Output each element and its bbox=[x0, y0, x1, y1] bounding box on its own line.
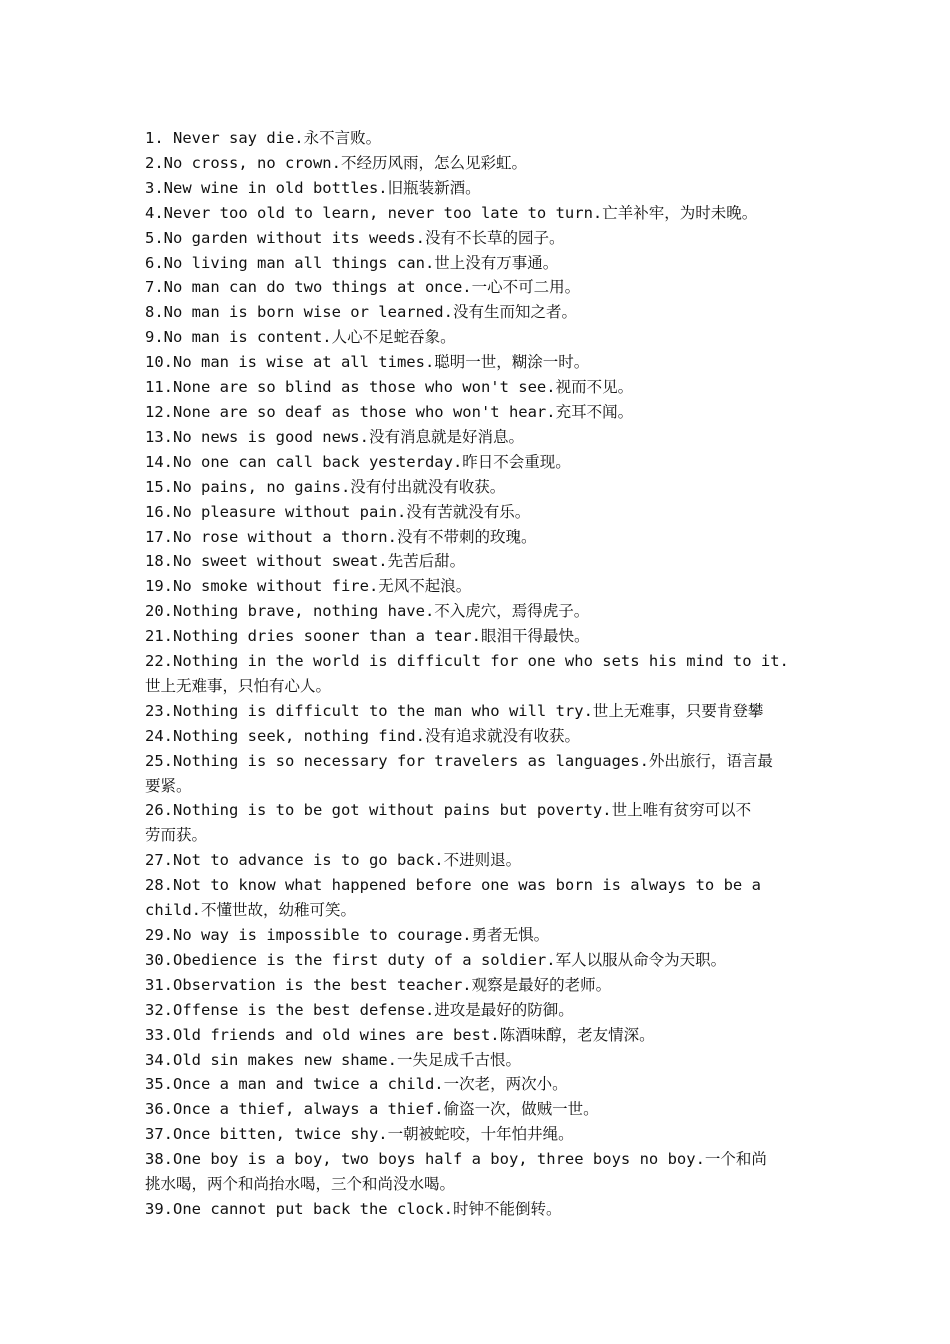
proverb-line: 25.Nothing is so necessary for travelers as languages.外出旅行，语言最 bbox=[145, 751, 773, 770]
proverb-line: 32.Offense is the best defense.进攻是最好的防御。 bbox=[145, 1000, 574, 1019]
proverb-line: 20.Nothing brave, nothing have.不入虎穴，焉得虎子。 bbox=[145, 602, 590, 621]
proverb-line: 10.No man is wise at all times.聪明一世，糊涂一时。 bbox=[145, 353, 590, 372]
proverb-line: 7.No man can do two things at once.一心不可二用。 bbox=[145, 278, 581, 297]
proverb-line: 22.Nothing in the world is difficult for one who sets his mind to it. bbox=[145, 652, 789, 671]
proverb-line: 6.No living man all things can.世上没有万事通。 bbox=[145, 253, 559, 272]
proverb-line: 29.No way is impossible to courage.勇者无惧。 bbox=[145, 926, 550, 944]
proverb-line: 12.None are so deaf as those who won't hear.充耳不闻。 bbox=[145, 402, 634, 421]
proverb-line: 35.Once a man and twice a child.一次老，两次小。 bbox=[145, 1075, 568, 1094]
proverb-line: 13.No news is good news.没有消息就是好消息。 bbox=[145, 427, 524, 446]
proverb-line: 30.Obedience is the first duty of a soldier.军人以服从命令为天职。 bbox=[145, 950, 727, 969]
proverb-line: 17.No rose without a thorn.没有不带刺的玫瑰。 bbox=[145, 527, 537, 546]
proverb-line: 18.No sweet without sweat.先苦后甜。 bbox=[145, 552, 466, 571]
proverb-line-continuation: 挑水喝，两个和尚抬水喝，三个和尚没水喝。 bbox=[145, 1175, 456, 1194]
proverb-line: 24.Nothing seek, nothing find.没有追求就没有收获。 bbox=[145, 726, 580, 745]
proverb-line: 2.No cross, no crown.不经历风雨，怎么见彩虹。 bbox=[145, 153, 527, 172]
proverb-line-continuation: 要紧。 bbox=[145, 776, 192, 795]
proverb-line: 14.No one can call back yesterday.昨日不会重现。 bbox=[145, 452, 571, 471]
proverb-line: 4.Never too old to learn, never too late to turn.亡羊补牢，为时未晚。 bbox=[145, 203, 758, 222]
proverb-line: 23.Nothing is difficult to the man who will try.世上无难事，只要肯登攀 bbox=[145, 701, 764, 720]
proverb-line: 36.Once a thief, always a thief.偷盗一次，做贼一世。 bbox=[145, 1100, 599, 1119]
proverb-line: 38.One boy is a boy, two boys half a boy, three boys no boy.一个和尚 bbox=[145, 1150, 767, 1169]
proverb-line: 15.No pains, no gains.没有付出就没有收获。 bbox=[145, 477, 506, 496]
proverb-line: 11.None are so blind as those who won't see.视而不见。 bbox=[145, 378, 634, 397]
proverb-line: 9.No man is content.人心不足蛇吞象。 bbox=[145, 328, 456, 347]
proverb-line-continuation: 世上无难事，只怕有心人。 bbox=[145, 676, 332, 695]
proverb-line: 1. Never say die.永不言败。 bbox=[145, 129, 382, 147]
proverb-line: 39.One cannot put back the clock.时钟不能倒转。 bbox=[145, 1199, 562, 1218]
proverb-line: 28.Not to know what happened before one was born is always to be a bbox=[145, 876, 761, 895]
proverb-line: 16.No pleasure without pain.没有苦就没有乐。 bbox=[145, 502, 531, 521]
proverb-line: 8.No man is born wise or learned.没有生而知之者。 bbox=[145, 303, 577, 322]
proverb-line: 37.Once bitten, twice shy.一朝被蛇咬，十年怕井绳。 bbox=[145, 1125, 574, 1144]
proverb-line: 19.No smoke without fire.无风不起浪。 bbox=[145, 577, 472, 596]
proverb-line: 26.Nothing is to be got without pains but poverty.世上唯有贫穷可以不 bbox=[145, 801, 752, 820]
proverb-line: 3.New wine in old bottles.旧瓶装新酒。 bbox=[145, 178, 481, 197]
proverb-line-continuation: child.不懂世故，幼稚可笑。 bbox=[145, 901, 356, 920]
proverb-line: 31.Observation is the best teacher.观察是最好的老师。 bbox=[145, 975, 612, 994]
proverb-line: 34.Old sin makes new shame.一失足成千古恨。 bbox=[145, 1050, 521, 1069]
proverb-list bbox=[145, 126, 815, 1222]
proverb-line: 5.No garden without its weeds.没有不长草的园子。 bbox=[145, 228, 565, 247]
proverb-line: 27.Not to advance is to go back.不进则退。 bbox=[145, 851, 522, 870]
proverb-line-continuation: 劳而获。 bbox=[145, 826, 208, 845]
proverb-line: 21.Nothing dries sooner than a tear.眼泪干得最快。 bbox=[145, 627, 590, 646]
proverb-line: 33.Old friends and old wines are best.陈酒味醇，老友情深。 bbox=[145, 1025, 655, 1044]
